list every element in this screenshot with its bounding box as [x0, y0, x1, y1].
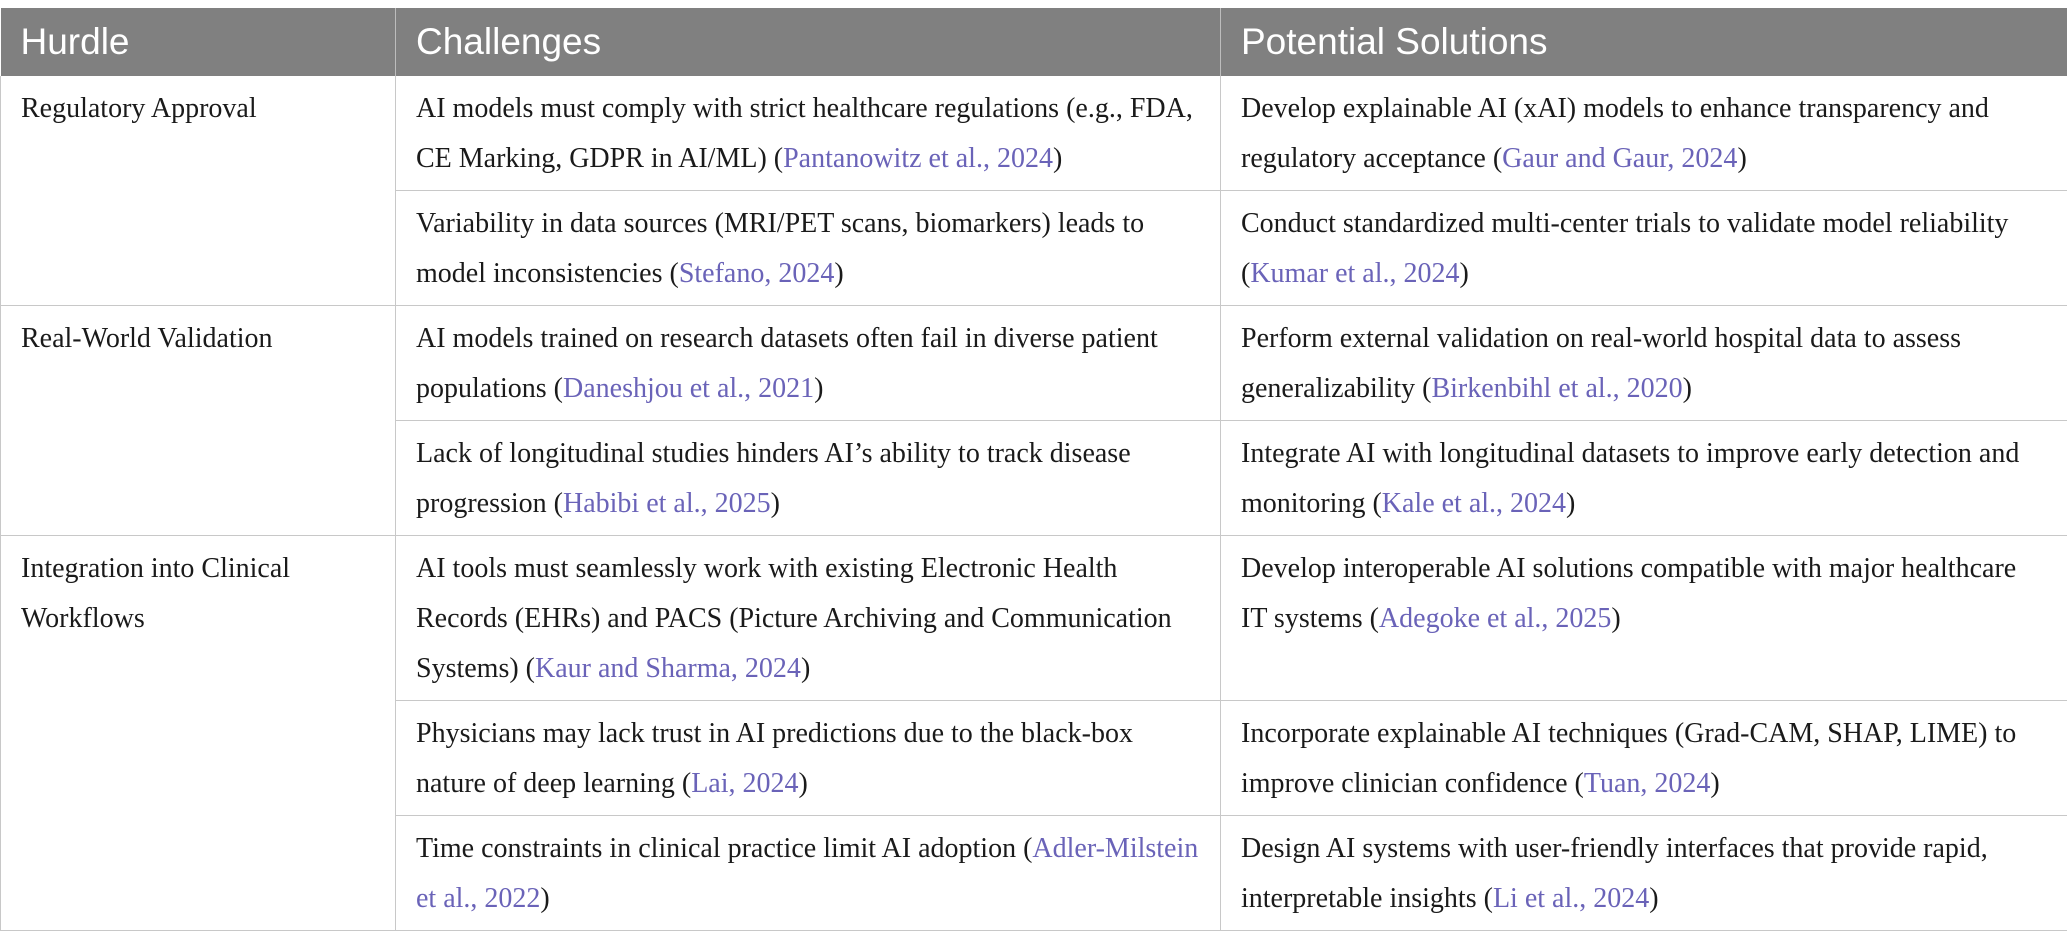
hurdle-cell: Real-World Validation [1, 306, 396, 536]
closing-paren: ) [799, 768, 808, 799]
solution-text: Conduct standardized multi-center trials to validate model reliability ( [1241, 208, 2008, 289]
challenge-text: AI tools must seamlessly work with existing Electronic Health Records (EHRs) and PACS (Picture Archiving and Communication Systems) ( [416, 553, 1172, 684]
solution-text: Integrate AI with longitudinal datasets to improve early detection and monitoring ( [1241, 438, 2019, 519]
hurdle-cell: Regulatory Approval [1, 76, 396, 306]
table-row [1, 76, 2067, 191]
closing-paren: ) [814, 373, 823, 404]
challenge-text: AI models must comply with strict healthcare regulations (e.g., FDA, CE Marking, GDPR in AI/ML) ( [416, 93, 1193, 174]
header-challenges: Challenges [396, 8, 1221, 76]
solution-text: Perform external validation on real-world hospital data to assess generalizability ( [1241, 323, 1961, 404]
challenge-cell [396, 816, 1221, 931]
challenge-cell [396, 701, 1221, 816]
solution-text: Develop interoperable AI solutions compatible with major healthcare IT systems ( [1241, 553, 2016, 634]
closing-paren: ) [801, 653, 810, 684]
challenge-text: Time constraints in clinical practice limit AI adoption ( [416, 833, 1032, 864]
table-row [1, 536, 2067, 701]
table-row [1, 306, 2067, 421]
challenge-text: Lack of longitudinal studies hinders AI’s ability to track disease progression ( [416, 438, 1131, 519]
citation-link[interactable]: Habibi et al., 2025 [563, 488, 771, 519]
challenge-cell [396, 191, 1221, 306]
closing-paren: ) [1710, 768, 1719, 799]
solution-cell [1221, 536, 2067, 701]
hurdles-table-container [0, 8, 2067, 931]
citation-link[interactable]: Li et al., 2024 [1493, 883, 1649, 914]
header-row [1, 8, 2067, 76]
solution-text: Develop explainable AI (xAI) models to enhance transparency and regulatory acceptance ( [1241, 93, 1989, 174]
citation-link[interactable]: Pantanowitz et al., 2024 [783, 143, 1053, 174]
challenge-cell [396, 306, 1221, 421]
solution-cell [1221, 816, 2067, 931]
closing-paren: ) [1737, 143, 1746, 174]
header-potential-solutions: Potential Solutions [1221, 8, 2067, 76]
solution-text: Incorporate explainable AI techniques (Grad-CAM, SHAP, LIME) to improve clinician confidence ( [1241, 718, 2016, 799]
challenge-cell [396, 536, 1221, 701]
citation-link[interactable]: Lai, 2024 [691, 768, 798, 799]
closing-paren: ) [771, 488, 780, 519]
citation-link[interactable]: Adler-Milstein et al., 2022 [416, 833, 1198, 914]
solution-cell [1221, 306, 2067, 421]
closing-paren: ) [1566, 488, 1575, 519]
challenge-text: Variability in data sources (MRI/PET scans, biomarkers) leads to model inconsistencies ( [416, 208, 1144, 289]
hurdles-table [0, 8, 2067, 931]
header-hurdle: Hurdle [1, 8, 396, 76]
citation-link[interactable]: Birkenbihl et al., 2020 [1431, 373, 1682, 404]
closing-paren: ) [1683, 373, 1692, 404]
citation-link[interactable]: Tuan, 2024 [1584, 768, 1711, 799]
citation-link[interactable]: Daneshjou et al., 2021 [563, 373, 814, 404]
closing-paren: ) [1611, 603, 1620, 634]
closing-paren: ) [1460, 258, 1469, 289]
table-header [1, 8, 2067, 76]
citation-link[interactable]: Kumar et al., 2024 [1250, 258, 1459, 289]
citation-link[interactable]: Kale et al., 2024 [1382, 488, 1566, 519]
challenge-text: Physicians may lack trust in AI predictions due to the black-box nature of deep learning ( [416, 718, 1133, 799]
citation-link[interactable]: Stefano, 2024 [679, 258, 835, 289]
solution-cell [1221, 701, 2067, 816]
challenge-text: AI models trained on research datasets often fail in diverse patient populations ( [416, 323, 1158, 404]
hurdle-cell: Integration into Clinical Workflows [1, 536, 396, 931]
citation-link[interactable]: Adegoke et al., 2025 [1379, 603, 1612, 634]
challenge-cell [396, 76, 1221, 191]
closing-paren: ) [1649, 883, 1658, 914]
solution-cell [1221, 421, 2067, 536]
solution-cell [1221, 76, 2067, 191]
closing-paren: ) [1053, 143, 1062, 174]
table-body [1, 76, 2067, 931]
solution-text: Design AI systems with user-friendly interfaces that provide rapid, interpretable insights ( [1241, 833, 1988, 914]
solution-cell [1221, 191, 2067, 306]
citation-link[interactable]: Kaur and Sharma, 2024 [535, 653, 801, 684]
closing-paren: ) [540, 883, 549, 914]
closing-paren: ) [834, 258, 843, 289]
citation-link[interactable]: Gaur and Gaur, 2024 [1502, 143, 1737, 174]
challenge-cell [396, 421, 1221, 536]
